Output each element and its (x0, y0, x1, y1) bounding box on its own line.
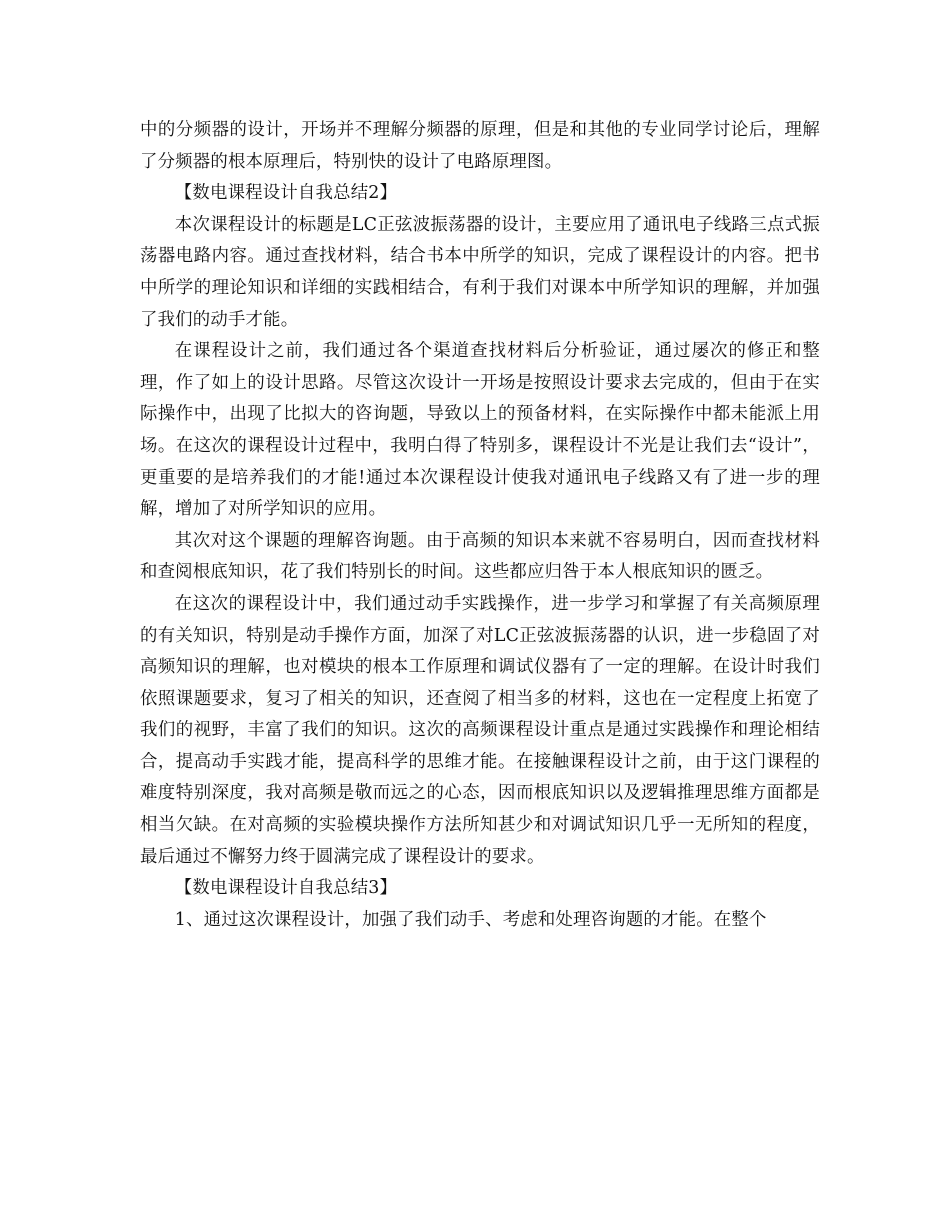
paragraph-before-design: 在课程设计之前，我们通过各个渠道查找材料后分析验证，通过屡次的修正和整理，作了如上的设计思路。尽管这次设计一开场是按照设计要求去完成的，但由于在实际操作中，出现了比拟大的咨询题，导致以上的预备材料，在实际操作中都未能派上用场。在这次的课程设计过程中，我明白得了特别多，课程设计不光是让我们去“设计”，更重要的是培养我们的才能!通过本次课程设计使我对通讯电子线路又有了进一步的理解，增加了对所学知识的应用。 (140, 341, 820, 520)
paragraph-practice: 在这次的课程设计中，我们通过动手实践操作，进一步学习和掌握了有关高频原理的有关知识，特别是动手操作方面，加深了对LC正弦波振荡器的认识，进一步稳固了对高频知识的理解，也对模块的根本工作原理和调试仪器有了一定的理解。在设计时我们依照课题要求，复习了相关的知识，还查阅了相当多的材料，这也在一定程度上拓宽了我们的视野，丰富了我们的知识。这次的高频课程设计重点是通过实践操作和理论相结合，提高动手实践才能，提高科学的思维才能。在接触课程设计之前，由于这门课程的难度特别深度，我对高频是敬而远之的心态，因而根底知识以及逻辑推理思维方面都是相当欠缺。在对高频的实验模块操作方法所知甚少和对调试知识几乎一无所知的程度，最后通过不懈努力终于圆满完成了课程设计的要求。 (140, 593, 820, 867)
paragraph-understanding: 其次对这个课题的理解咨询题。由于高频的知识本来就不容易明白，因而查找材料和查阅根底知识，花了我们特别长的时间。这些都应归咎于本人根底知识的匮乏。 (140, 530, 820, 583)
paragraph-point-1: 1、通过这次课程设计，加强了我们动手、考虑和处理咨询题的才能。在整个 (174, 909, 767, 930)
paragraph-intro: 本次课程设计的标题是LC正弦波振荡器的设计，主要应用了通讯电子线路三点式振荡器电路内容。通过查找材料，结合书本中所学的知识，完成了课程设计的内容。把书中所学的理论知识和详细的实践相结合，有利于我们对课本中所学知识的理解，并加强了我们的动手才能。 (140, 214, 820, 330)
section-heading-3: 【数电课程设计自我总结3】 (174, 878, 398, 899)
paragraph-continuation: 中的分频器的设计，开场并不理解分频器的原理，但是和其他的专业同学讨论后，理解了分频器的根本原理后，特别快的设计了电路原理图。 (140, 120, 820, 172)
document-body (140, 115, 820, 936)
section-heading-2: 【数电课程设计自我总结2】 (174, 183, 398, 204)
